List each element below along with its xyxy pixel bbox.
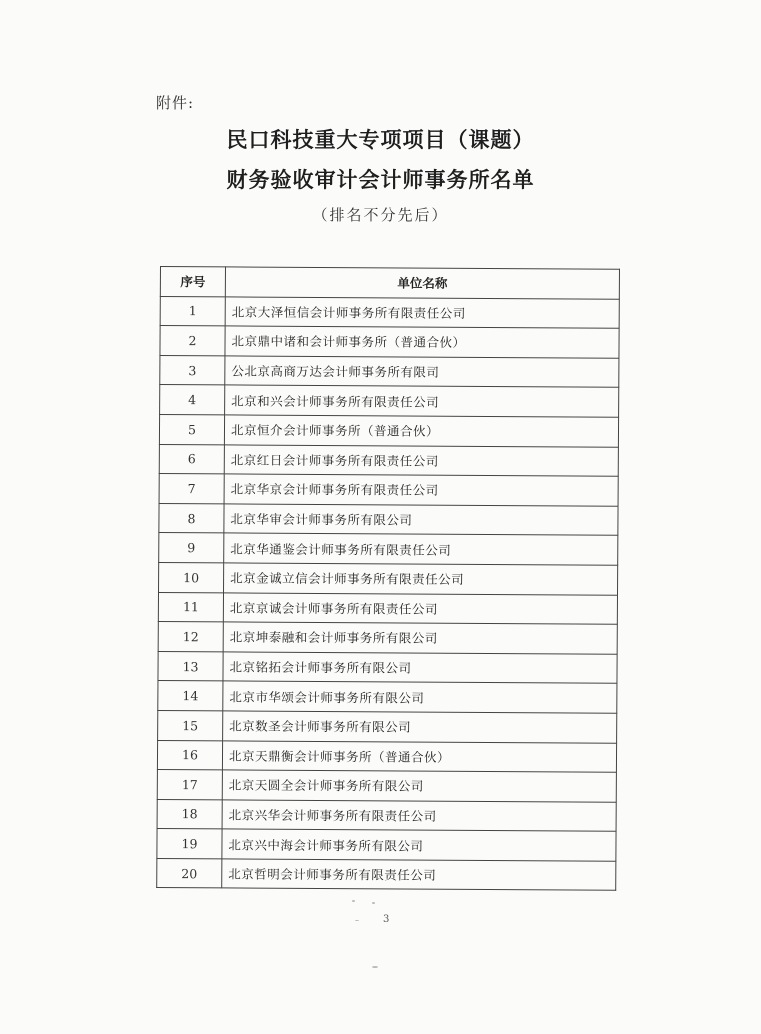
firm-name: 北京市华颂会计师事务所有限公司: [223, 681, 617, 713]
firm-name: 北京华京会计师事务所有限责任公司: [224, 474, 618, 506]
table-header-row: [160, 267, 619, 299]
table-row: [159, 562, 618, 594]
row-number: 8: [159, 503, 224, 533]
firm-name: 北京华审会计师事务所有限公司: [224, 504, 618, 536]
table-row: [159, 533, 618, 565]
row-number: 19: [157, 829, 222, 859]
table-row: [157, 829, 616, 861]
attachment-label: 附件:: [156, 94, 195, 112]
table-row: [158, 681, 617, 713]
scan-speck: [372, 966, 378, 968]
row-number: 1: [160, 296, 225, 326]
scan-speck: [372, 902, 375, 904]
firm-name: 北京和兴会计师事务所有限责任公司: [225, 385, 619, 417]
firm-name: 北京华通鉴会计师事务所有限责任公司: [224, 533, 618, 565]
row-number: 11: [158, 592, 223, 622]
firm-name: 公北京高商万达会计师事务所有限司: [225, 356, 619, 388]
firm-name: 北京坤泰融和会计师事务所有限公司: [223, 622, 617, 654]
row-number: 3: [160, 355, 225, 385]
row-number: 15: [158, 710, 223, 740]
table-row: [159, 503, 618, 535]
firm-name: 北京数圣会计师事务所有限公司: [223, 711, 617, 743]
scan-speck: [352, 900, 355, 902]
table-row: [158, 592, 617, 624]
header-firm-name: 单位名称: [225, 267, 619, 299]
row-number: 10: [159, 562, 224, 592]
row-number: 4: [160, 385, 225, 415]
header-number: 序号: [160, 267, 225, 297]
row-number: 20: [157, 858, 222, 888]
table-row: [159, 414, 618, 446]
table-row: [157, 799, 616, 831]
scan-speck: [355, 920, 359, 921]
firm-name: 北京鼎中诸和会计师事务所（普通合伙）: [225, 326, 619, 358]
table-row: [160, 326, 619, 358]
row-number: 13: [158, 651, 223, 681]
page-number: 3: [383, 914, 390, 925]
row-number: 14: [158, 681, 223, 711]
row-number: 7: [159, 474, 224, 504]
row-number: 6: [159, 444, 224, 474]
table-row: [157, 858, 616, 890]
firm-name: 北京兴中海会计师事务所有限公司: [222, 829, 616, 861]
table-row: [160, 385, 619, 417]
firm-name: 北京天圆全会计师事务所有限公司: [222, 770, 616, 802]
firm-name: 北京哲明会计师事务所有限责任公司: [222, 859, 616, 891]
row-number: 12: [158, 622, 223, 652]
firm-name: 北京铭拓会计师事务所有限公司: [223, 652, 617, 684]
table-row: [158, 710, 617, 742]
page-title-line2: 财务验收审计会计师事务所名单: [226, 168, 535, 192]
page-subtitle: （排名不分先后）: [312, 206, 449, 224]
page-title-line1: 民口科技重大专项项目（课题）: [226, 128, 535, 152]
row-number: 17: [157, 770, 222, 800]
table-row: [160, 296, 619, 328]
table-row: [159, 444, 618, 476]
table-row: [158, 651, 617, 683]
firm-list-table: [156, 266, 620, 891]
row-number: 18: [157, 799, 222, 829]
table-row: [159, 474, 618, 506]
table-row: [157, 740, 616, 772]
table-row: [160, 355, 619, 387]
firm-name: 北京红日会计师事务所有限责任公司: [224, 444, 618, 476]
firm-name: 北京天鼎衡会计师事务所（普通合伙）: [222, 740, 616, 772]
firm-name: 北京金诚立信会计师事务所有限责任公司: [224, 563, 618, 595]
firm-name: 北京恒介会计师事务所（普通合伙）: [224, 415, 618, 447]
row-number: 16: [157, 740, 222, 770]
row-number: 9: [159, 533, 224, 563]
table-row: [157, 770, 616, 802]
table-body: [157, 296, 620, 891]
row-number: 2: [160, 326, 225, 356]
row-number: 5: [159, 414, 224, 444]
firm-name: 北京大泽恒信会计师事务所有限责任公司: [225, 296, 619, 328]
firm-name: 北京兴华会计师事务所有限责任公司: [222, 800, 616, 832]
table-row: [158, 622, 617, 654]
firm-name: 北京京诚会计师事务所有限责任公司: [223, 592, 617, 624]
